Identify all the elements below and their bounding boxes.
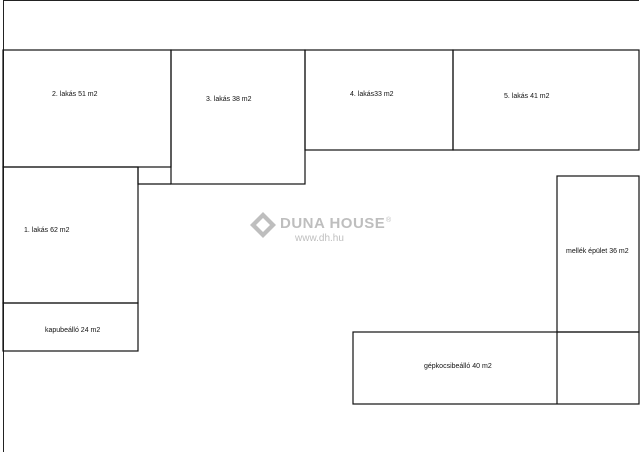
label-mellek-epulet: mellék épület 36 m2	[566, 248, 629, 255]
room-lakas-1	[3, 167, 138, 303]
room-lakas-5	[453, 50, 639, 150]
label-lakas-1: 1. lakás 62 m2	[24, 227, 70, 234]
label-lakas-2: 2. lakás 51 m2	[52, 91, 98, 98]
watermark-registered: ®	[386, 217, 392, 224]
label-lakas-5: 5. lakás 41 m2	[504, 93, 550, 100]
dunahouse-watermark	[250, 212, 392, 244]
room-lakas-2	[3, 50, 171, 167]
room-lakas-4	[305, 50, 453, 150]
label-lakas-3: 3. lakás 38 m2	[206, 96, 252, 103]
house-logo-icon	[250, 212, 276, 238]
label-gepkocsibeallo: gépkocsibeálló 40 m2	[424, 363, 492, 370]
room-lakas-2-notch	[138, 167, 171, 184]
label-lakas-4: 4. lakás33 m2	[350, 91, 394, 98]
watermark-brand: DUNA HOUSE	[280, 215, 386, 232]
room-gepkocsibeallo	[353, 332, 639, 404]
label-kapubeallo: kapubeálló 24 m2	[45, 327, 101, 334]
room-lakas-3	[171, 50, 305, 184]
watermark-url: www.dh.hu	[295, 233, 344, 244]
